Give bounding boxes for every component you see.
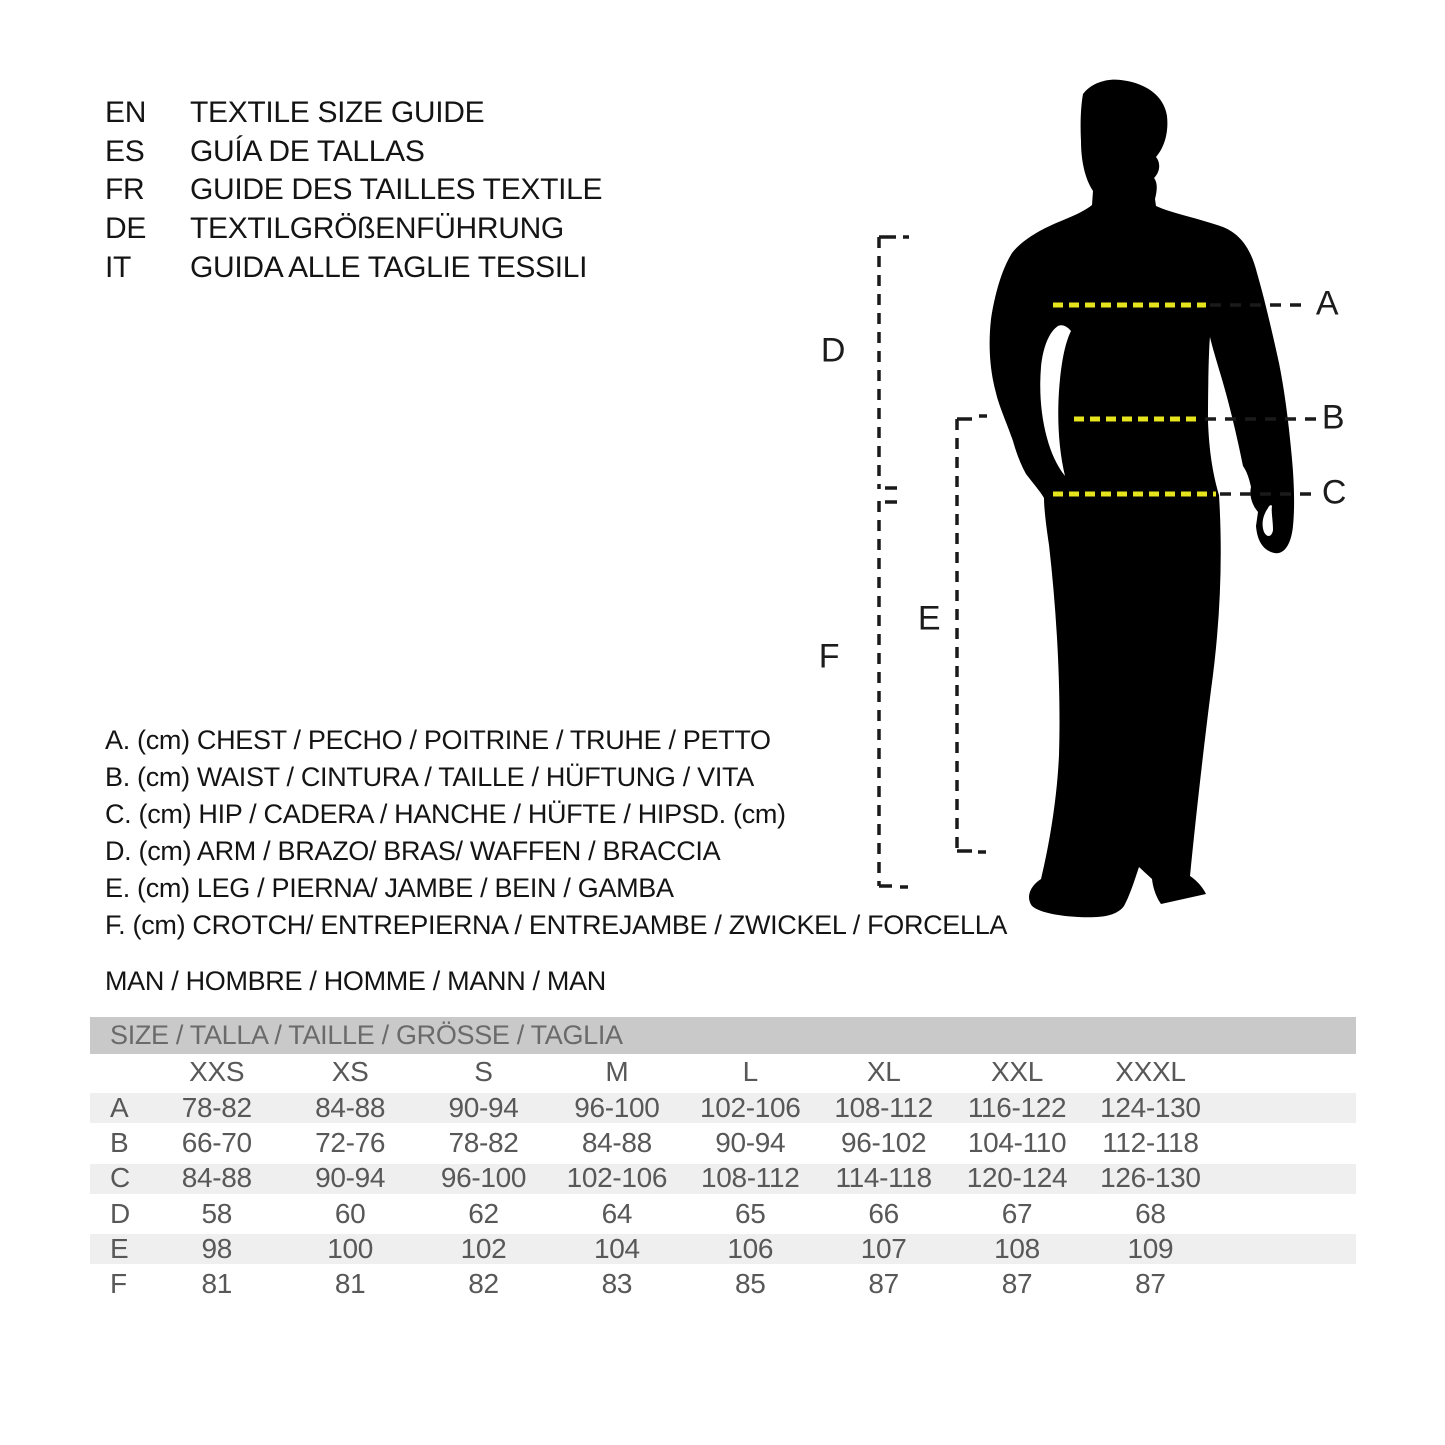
cell: 120-124 xyxy=(966,1162,1068,1194)
cell: 96-100 xyxy=(440,1162,527,1194)
row-label: B xyxy=(110,1126,129,1158)
table-row-a xyxy=(90,1090,1356,1125)
lang-code: IT xyxy=(105,250,132,284)
cell: 62 xyxy=(468,1197,499,1229)
cell: 84-88 xyxy=(581,1126,652,1158)
legend-item-crotch: F. (cm) CROTCH/ ENTREPIERNA / ENTREJAMBE / ZWICKEL / FORCELLA xyxy=(105,910,1008,940)
legend-item-waist: B. (cm) WAIST / CINTURA / TAILLE / HÜFTUNG / VITA xyxy=(105,762,754,792)
cell: 81 xyxy=(201,1268,232,1300)
col-header-xxxl: XXXL xyxy=(1115,1056,1186,1087)
size-table xyxy=(90,1017,1356,1302)
cell: 116-122 xyxy=(967,1091,1067,1123)
lang-title: GUIDE DES TAILLES TEXTILE xyxy=(190,173,603,207)
cell: 87 xyxy=(868,1268,899,1300)
cell: 58 xyxy=(201,1197,232,1229)
cell: 60 xyxy=(334,1197,366,1229)
cell: 107 xyxy=(860,1232,907,1264)
cell: 114-118 xyxy=(835,1162,932,1194)
legend-item-hip: C. (cm) HIP / CADERA / HANCHE / HÜFTE / HIPSD. (cm) xyxy=(105,799,786,829)
row-label: A xyxy=(110,1091,129,1123)
marker-label-a: A xyxy=(1315,284,1339,323)
col-header-xl: XL xyxy=(866,1056,901,1087)
cell: 108 xyxy=(994,1232,1040,1264)
cell: 81 xyxy=(334,1268,366,1300)
cell: 102-106 xyxy=(699,1091,801,1123)
category-line: MAN / HOMBRE / HOMME / MANN / MAN xyxy=(105,966,606,996)
lang-title: TEXTILGRÖßENFÜHRUNG xyxy=(190,212,564,246)
cell: 67 xyxy=(1001,1197,1033,1229)
cell: 112-118 xyxy=(1102,1126,1199,1158)
cell: 109 xyxy=(1127,1232,1174,1264)
man-silhouette xyxy=(990,80,1294,918)
cell: 96-102 xyxy=(841,1126,927,1158)
col-header-m: M xyxy=(605,1056,629,1087)
marker-label-f: F xyxy=(818,637,840,676)
legend-item-arm: D. (cm) ARM / BRAZO/ BRAS/ WAFFEN / BRACCIA xyxy=(105,836,721,866)
cell: 66-70 xyxy=(181,1126,252,1158)
cell: 64 xyxy=(601,1197,633,1229)
cell: 72-76 xyxy=(315,1126,386,1158)
table-column-header-row xyxy=(90,1054,1356,1090)
table-row-c xyxy=(90,1161,1356,1196)
cell: 90-94 xyxy=(448,1091,519,1123)
cell: 66 xyxy=(868,1197,899,1229)
table-row-b xyxy=(90,1125,1356,1160)
cell: 85 xyxy=(735,1268,766,1300)
col-header-xxs: XXS xyxy=(189,1056,245,1087)
row-label: D xyxy=(110,1197,130,1229)
table-row-d xyxy=(90,1196,1356,1231)
lang-title: GUÍA DE TALLAS xyxy=(190,134,425,168)
cell: 65 xyxy=(735,1197,766,1229)
cell: 102-106 xyxy=(566,1162,668,1194)
table-title-bar: SIZE / TALLA / TAILLE / GRÖSSE / TAGLIA xyxy=(90,1017,1356,1054)
cell: 108-112 xyxy=(834,1091,933,1123)
cell: 84-88 xyxy=(315,1091,386,1123)
lang-code: DE xyxy=(105,212,147,246)
cell: 78-82 xyxy=(181,1091,252,1123)
cell: 104-110 xyxy=(967,1126,1067,1158)
lang-title: GUIDA ALLE TAGLIE TESSILI xyxy=(190,250,588,284)
cell: 104 xyxy=(593,1232,640,1264)
marker-label-e: E xyxy=(917,599,941,638)
cell: 87 xyxy=(1135,1268,1166,1300)
col-header-l: L xyxy=(742,1056,758,1087)
cell: 90-94 xyxy=(715,1126,786,1158)
measurement-legend xyxy=(105,722,1007,944)
table-row-f xyxy=(90,1266,1356,1301)
col-header-s: S xyxy=(474,1056,493,1087)
cell: 106 xyxy=(727,1232,774,1264)
cell: 84-88 xyxy=(181,1162,252,1194)
cell: 102 xyxy=(460,1232,507,1264)
cell: 108-112 xyxy=(701,1162,800,1194)
marker-label-c: C xyxy=(1321,473,1347,512)
cell: 68 xyxy=(1135,1197,1166,1229)
col-header-xxl: XXL xyxy=(991,1056,1044,1087)
cell: 90-94 xyxy=(315,1162,386,1194)
lang-code: EN xyxy=(105,96,147,129)
legend-item-leg: E. (cm) LEG / PIERNA/ JAMBE / BEIN / GAMBA xyxy=(105,873,674,903)
marker-label-b: B xyxy=(1321,398,1345,437)
cell: 96-100 xyxy=(574,1091,660,1123)
lang-code: FR xyxy=(105,173,145,207)
cell: 124-130 xyxy=(1100,1091,1201,1123)
lang-code: ES xyxy=(105,134,145,168)
cell: 78-82 xyxy=(448,1126,519,1158)
row-label: E xyxy=(110,1232,129,1264)
row-label: F xyxy=(110,1268,127,1300)
cell: 126-130 xyxy=(1100,1162,1201,1194)
table-row-e xyxy=(90,1231,1356,1266)
cell: 87 xyxy=(1001,1268,1033,1300)
row-label: C xyxy=(110,1162,130,1194)
cell: 98 xyxy=(201,1232,232,1264)
cell: 100 xyxy=(327,1232,373,1264)
cell: 83 xyxy=(601,1268,633,1300)
lang-title: TEXTILE SIZE GUIDE xyxy=(190,96,485,129)
marker-label-d: D xyxy=(820,331,846,370)
cell: 82 xyxy=(468,1268,499,1300)
col-header-xs: XS xyxy=(331,1056,369,1087)
legend-item-chest: A. (cm) CHEST / PECHO / POITRINE / TRUHE / PETTO xyxy=(105,725,771,755)
